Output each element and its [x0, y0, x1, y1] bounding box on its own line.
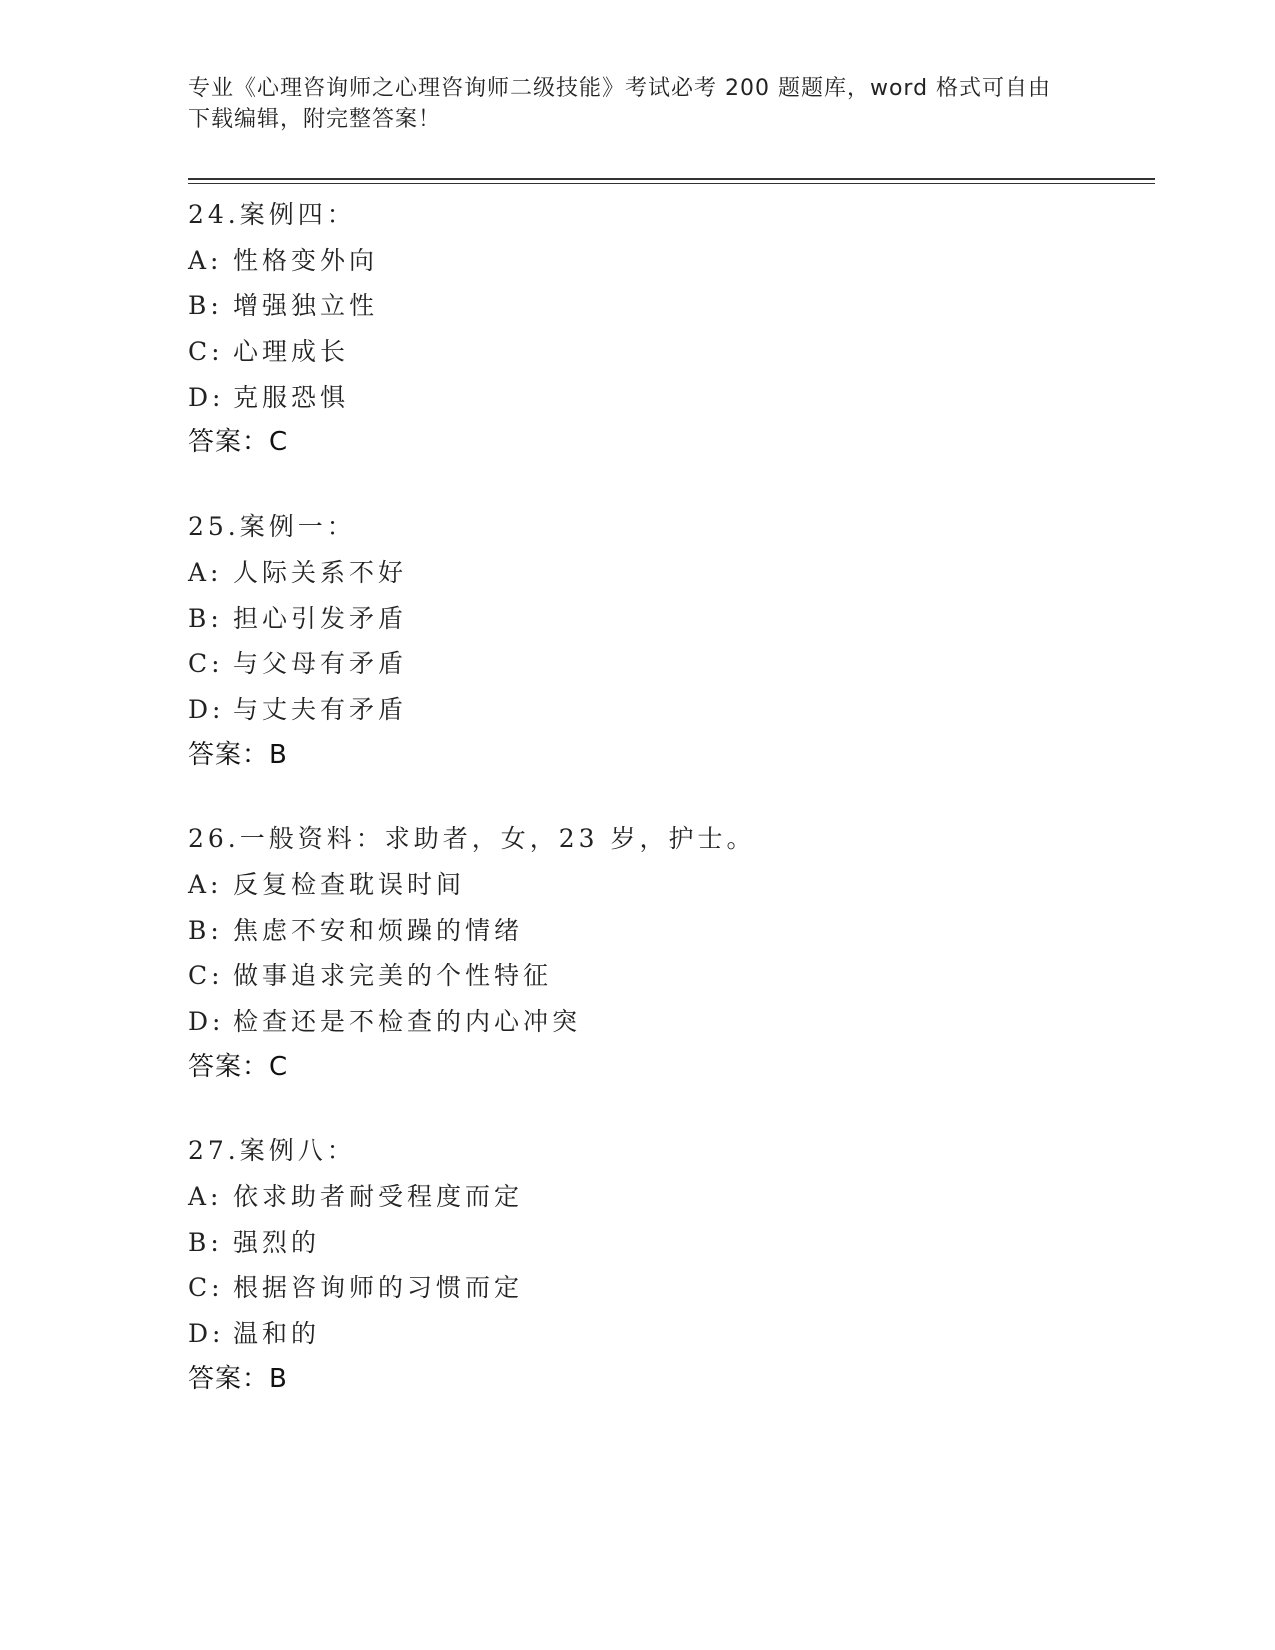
option-letter: C:	[188, 649, 224, 679]
option-text: 担心引发矛盾	[233, 603, 408, 633]
question-26	[188, 816, 1148, 1090]
option-a	[188, 238, 1148, 284]
option-b	[188, 283, 1148, 329]
option-text: 温和的	[233, 1319, 321, 1349]
option-text: 强烈的	[233, 1227, 321, 1257]
option-d	[188, 687, 1148, 733]
option-c	[188, 1265, 1148, 1311]
option-letter: D:	[188, 382, 225, 412]
option-b	[188, 908, 1148, 954]
question-25	[188, 504, 1148, 778]
option-d	[188, 999, 1148, 1045]
question-stem: 27.案例八：	[188, 1136, 356, 1166]
option-c	[188, 953, 1148, 999]
option-text: 性格变外向	[233, 245, 379, 275]
option-text: 与父母有矛盾	[233, 649, 408, 679]
question-stem: 26.一般资料：求助者，女，23 岁，护士。	[188, 824, 756, 854]
option-c	[188, 641, 1148, 687]
option-a	[188, 1174, 1148, 1220]
option-letter: A:	[188, 869, 223, 899]
question-stem: 25.案例一：	[188, 512, 356, 542]
option-letter: D:	[188, 694, 225, 724]
question-stem: 24.案例四：	[188, 200, 356, 229]
option-text: 增强独立性	[233, 291, 379, 321]
option-letter: D:	[188, 1319, 225, 1349]
question-24	[188, 192, 1148, 466]
option-text: 克服恐惧	[233, 382, 350, 412]
option-text: 依求助者耐受程度而定	[233, 1182, 524, 1212]
question-27	[188, 1128, 1148, 1402]
document-intro: 专业《心理咨询师之心理咨询师二级技能》考试必考 200 题题库，word 格式可自由下载编辑，附完整答案！	[188, 76, 1052, 132]
answer-line: 答案：C	[188, 1051, 289, 1082]
header-divider-thick	[188, 178, 1155, 180]
option-text: 心理成长	[233, 337, 350, 367]
option-text: 反复检查耽误时间	[233, 869, 466, 899]
option-b	[188, 596, 1148, 642]
header-divider-thin	[188, 183, 1155, 184]
answer-line: 答案：B	[188, 1363, 288, 1394]
option-letter: B:	[188, 915, 223, 945]
option-text: 根据咨询师的习惯而定	[233, 1273, 524, 1303]
option-letter: C:	[188, 1273, 224, 1303]
option-letter: C:	[188, 337, 224, 367]
option-letter: A:	[188, 1182, 223, 1212]
option-d	[188, 1311, 1148, 1357]
option-text: 人际关系不好	[233, 557, 408, 587]
option-b	[188, 1220, 1148, 1266]
answer-line: 答案：B	[188, 739, 288, 770]
option-letter: D:	[188, 1007, 225, 1036]
option-text: 焦虑不安和烦躁的情绪	[233, 915, 524, 945]
option-letter: B:	[188, 291, 223, 321]
option-text: 检查还是不检查的内心冲突	[233, 1007, 582, 1036]
option-letter: B:	[188, 603, 223, 633]
option-letter: A:	[188, 557, 223, 587]
option-text: 做事追求完美的个性特征	[233, 961, 553, 991]
option-a	[188, 550, 1148, 596]
option-d	[188, 375, 1148, 421]
option-c	[188, 329, 1148, 375]
option-letter: B:	[188, 1227, 223, 1257]
option-letter: C:	[188, 961, 224, 991]
option-a	[188, 862, 1148, 908]
option-letter: A:	[188, 245, 223, 275]
question-list	[188, 192, 1148, 1441]
answer-line: 答案：C	[188, 427, 289, 458]
option-text: 与丈夫有矛盾	[233, 694, 408, 724]
